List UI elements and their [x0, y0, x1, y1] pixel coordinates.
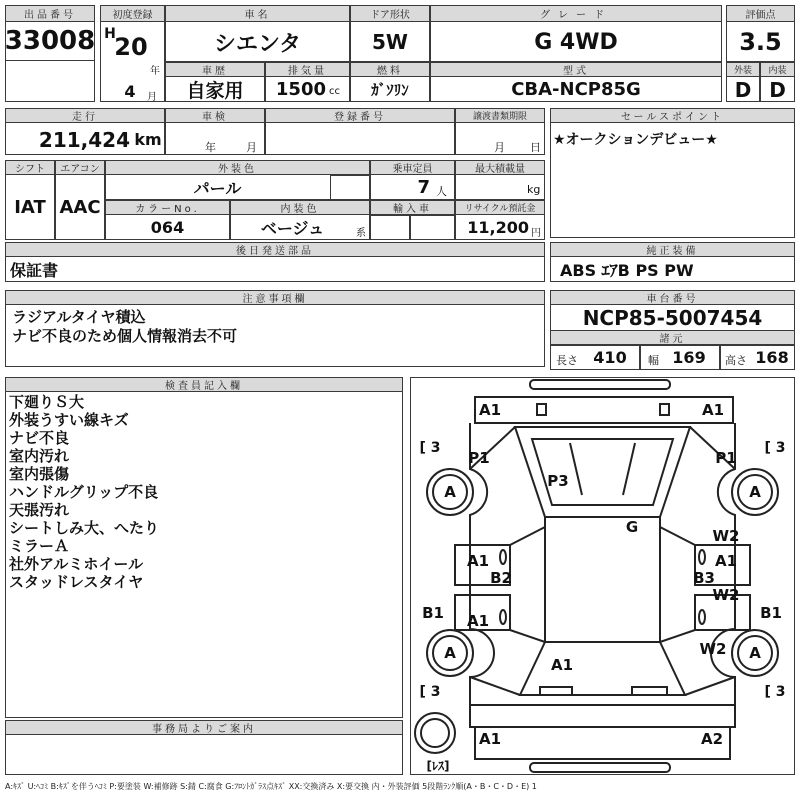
history-label: 車歴 [165, 62, 265, 77]
damage-label: [ 3 [419, 684, 441, 700]
inspector-line: スタッドレスタイヤ [9, 573, 144, 591]
notes-label: 注意事項欄 [5, 290, 545, 305]
interior-grade-label: 内装 [760, 62, 795, 77]
displacement-value: 1500 [275, 79, 326, 100]
damage-label: A2 [700, 730, 724, 748]
damage-label: A1 [701, 401, 725, 419]
inspection-year-unit: 年 [205, 141, 216, 154]
roof [545, 517, 660, 642]
model-code-label: 型式 [430, 62, 722, 77]
registration-month: 4 [124, 81, 136, 101]
capacity-unit: 人 [436, 185, 447, 198]
specs-width-label: 幅 [648, 354, 659, 367]
car-name: シエンタ [213, 31, 302, 57]
registration-label: 初度登録 [100, 5, 165, 22]
door-handle [699, 610, 705, 624]
interior-color-unit: 系 [356, 228, 366, 239]
specs-length-value: 410 [593, 348, 627, 367]
damage-label: G [625, 518, 639, 536]
aircon-value: AAC [59, 197, 101, 218]
shift-label: シフト [5, 160, 55, 175]
specs-length-label: 長さ [556, 354, 578, 367]
model-code-value: CBA-NCP85G [511, 79, 641, 100]
specs-width-value: 169 [672, 348, 706, 367]
inspector-line: 室内汚れ [9, 447, 70, 465]
capacity-value: 7 [417, 177, 430, 198]
shift-value: IAT [14, 197, 46, 218]
legend: A:ｷｽﾞ U:ﾍｺﾐ B:ｷｽﾞを伴うﾍｺﾐ P:要塗装 W:補修跡 S:錆 C:腐食 G:ﾌﾛﾝﾄｶﾞﾗｽ点ｷｽﾞ XX:交換済み X:要交換 内・外装評価 5段階ﾗﾝｸ順(A・B・C・D・E) 1 [5, 782, 537, 791]
sales-point-label: セールスポイント [550, 108, 795, 123]
inspector-line: ナビ不良 [9, 429, 70, 447]
recycle-label: リサイクル預託金 [455, 200, 545, 215]
door-handle [500, 610, 506, 624]
specs-height-label: 高さ [725, 354, 747, 367]
import-label: 輸入車 [370, 200, 455, 215]
front-bumper [530, 380, 670, 389]
damage-label: P1 [715, 449, 737, 467]
equipment-label: 純正装備 [550, 242, 795, 257]
lot-label: 出品番号 [5, 5, 95, 22]
inspector-line: 外装うすい線キズ [9, 411, 129, 429]
exterior-color-value: パール [193, 179, 242, 198]
damage-label: A1 [478, 730, 502, 748]
damage-label: B3 [693, 569, 715, 587]
doors-value: 5W [372, 30, 408, 54]
displacement-unit: cc [329, 86, 340, 97]
damage-label: [ 3 [764, 440, 786, 456]
damage-label: W2 [712, 586, 740, 604]
registration-era: H [104, 26, 116, 42]
capacity-label: 乗車定員 [370, 160, 455, 175]
inspector-line: シートしみ大、へたり [9, 519, 160, 537]
damage-label: [ﾚｽ] [426, 759, 450, 773]
doors-label: ドア形状 [350, 5, 430, 22]
specs-label: 諸元 [550, 330, 795, 345]
inspector-line: ハンドルグリップ不良 [9, 483, 159, 501]
import-cell-left [370, 215, 410, 240]
parts-later-label: 後日発送部品 [5, 242, 545, 257]
damage-label: W2 [699, 640, 727, 658]
inspector-line: ミラーＡ [9, 537, 70, 555]
rear-pillar-left [470, 677, 520, 695]
registration-year-unit: 年 [150, 66, 160, 77]
office-label: 事務局よりご案内 [5, 720, 403, 735]
displacement-label: 排気量 [265, 62, 350, 77]
sales-point-text: ★オークションデビュー★ [553, 132, 718, 148]
chassis-value: NCP85-5007454 [582, 305, 763, 330]
exterior-grade-label: 外装 [726, 62, 760, 77]
transfer-day-unit: 日 [530, 141, 541, 154]
door-handle [500, 550, 506, 564]
fuel-label: 燃料 [350, 62, 430, 77]
inspector-list [9, 393, 399, 591]
damage-label: [ 3 [764, 684, 786, 700]
damage-label: A1 [466, 612, 490, 630]
damage-label: B2 [490, 569, 512, 587]
exterior-color-extra-cell [330, 175, 370, 200]
interior-color-value: ベージュ [260, 219, 325, 238]
recycle-unit: 円 [531, 228, 541, 239]
rear-panel [470, 705, 735, 727]
front-light-left [537, 404, 546, 415]
damage-label: P1 [468, 449, 490, 467]
notes-line: ラジアルタイヤ積込 [12, 308, 146, 326]
equipment-value: ABS ｴｱB PS PW [560, 261, 694, 280]
transfer-month-unit: 月 [494, 141, 505, 154]
damage-label: W2 [712, 527, 740, 545]
exterior-grade-value: D [734, 77, 752, 102]
rear-lower-body [475, 727, 730, 759]
grade-value: G 4WD [534, 29, 618, 55]
import-cell-right [410, 215, 455, 240]
history-value: 自家用 [186, 80, 244, 102]
lot-empty-cell [5, 60, 95, 102]
door-handle [699, 550, 705, 564]
damage-label: A1 [714, 552, 738, 570]
inspector-line: 社外アルミホイール [9, 555, 144, 573]
max-load-unit: kg [527, 183, 541, 196]
mileage-label: 走行 [5, 108, 165, 123]
front-light-right [660, 404, 669, 415]
side-line-left-front [510, 527, 545, 545]
car-name-label: 車名 [165, 5, 350, 22]
wiper-right [623, 443, 635, 495]
registration-number-label: 登録番号 [265, 108, 455, 123]
exterior-color-label: 外装色 [105, 160, 370, 175]
damage-label: A [749, 644, 761, 662]
rear-pillar-right [685, 677, 735, 695]
specs-height-value: 168 [755, 348, 789, 367]
damage-label: A [444, 644, 456, 662]
damage-label: B1 [422, 604, 444, 622]
wiper-left [570, 443, 582, 495]
color-no-value: 064 [150, 218, 185, 237]
color-no-label: カラーNo. [105, 200, 230, 215]
score-value: 3.5 [739, 28, 782, 56]
transfer-deadline-label: 譲渡書類期限 [455, 108, 545, 123]
registration-month-unit: 月 [147, 92, 157, 103]
damage-label: B1 [760, 604, 782, 622]
inspection-month-unit: 月 [246, 141, 257, 154]
rear-bumper [530, 763, 670, 772]
grade-label: グレード [430, 5, 722, 22]
interior-grade-value: D [769, 77, 786, 102]
side-line-left-rear [510, 630, 545, 642]
notes-line: ナビ不良のため個人情報消去不可 [12, 327, 238, 345]
damage-label: P3 [547, 472, 569, 490]
interior-color-label: 内装色 [230, 200, 370, 215]
damage-label: A1 [550, 656, 574, 674]
damage-label: A1 [478, 401, 502, 419]
mileage-value: 211,424 [38, 127, 130, 152]
car-diagram [410, 377, 795, 775]
registration-year: 20 [114, 33, 148, 61]
lot-number: 33008 [5, 26, 95, 56]
side-line-right-front [660, 527, 695, 545]
rear-light-left [540, 687, 572, 695]
aircon-label: エアコン [55, 160, 105, 175]
inspector-line: 下廻りＳ大 [9, 393, 85, 411]
inspector-line: 天張汚れ [9, 501, 70, 519]
inspection-label: 車検 [165, 108, 265, 123]
recycle-value: 11,200 [467, 218, 529, 237]
inspector-label: 検査員記入欄 [5, 377, 403, 392]
chassis-label: 車台番号 [550, 290, 795, 305]
damage-label: A [444, 483, 456, 501]
damage-label: [ 3 [419, 440, 441, 456]
rear-light-right [632, 687, 667, 695]
spare-tire-inner [421, 719, 449, 747]
damage-label: A1 [466, 552, 490, 570]
damage-label: A [749, 483, 761, 501]
fuel-value: ｶﾞｿﾘﾝ [371, 81, 409, 99]
parts-later-value: 保証書 [10, 261, 59, 280]
side-line-right-rear [660, 630, 695, 642]
mileage-unit: km [134, 130, 162, 149]
front-panel [475, 397, 733, 423]
score-label: 評価点 [726, 5, 795, 22]
max-load-label: 最大積載量 [455, 160, 545, 175]
notes-list [12, 308, 540, 346]
inspector-line: 室内張傷 [9, 465, 70, 483]
